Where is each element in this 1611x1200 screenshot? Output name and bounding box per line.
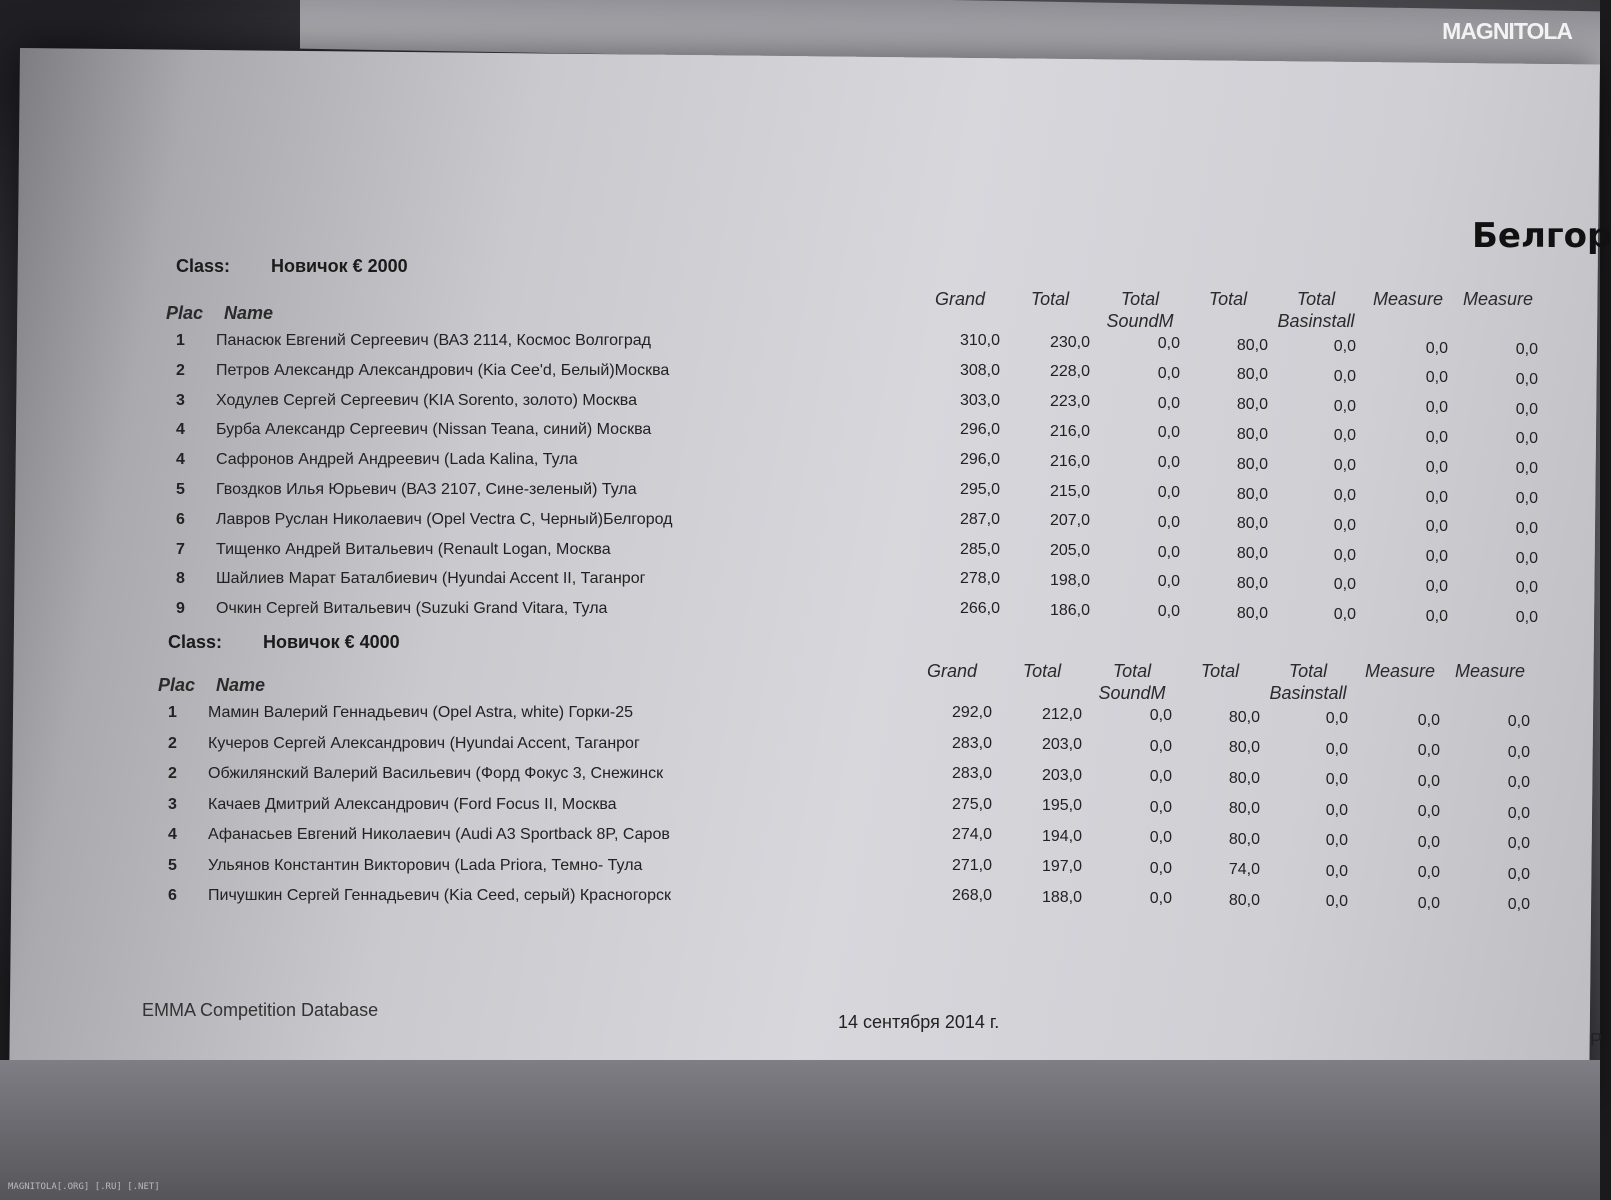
table-row xyxy=(168,887,1568,913)
row-entry: Мамин Валерий Геннадьевич (Opel Astra, white) Горки-25 xyxy=(208,704,633,721)
column-header-name: Name xyxy=(216,675,266,695)
row-place: 3 xyxy=(168,795,177,813)
row-score: 0,0 xyxy=(1157,424,1180,442)
table-row xyxy=(176,481,1576,507)
row-score: 0,0 xyxy=(1325,862,1348,880)
row-score: 207,0 xyxy=(1049,512,1090,530)
row-entry: Ходулев Сергей Сергеевич (KIA Sorento, золото) Москва xyxy=(216,391,637,409)
row-score: 275,0 xyxy=(951,795,992,813)
row-score: 0,0 xyxy=(1507,743,1530,761)
row-entry: Качаев Дмитрий Александрович (Ford Focus II, Москва xyxy=(208,795,617,813)
row-entry: Пичушкин Сергей Геннадьевич (Kia Ceed, серый) Красногорск xyxy=(208,887,671,904)
row-score: 0,0 xyxy=(1515,370,1538,388)
row-score: 0,0 xyxy=(1149,829,1172,846)
class-heading xyxy=(168,632,400,653)
table-row xyxy=(168,795,1568,822)
row-score: 203,0 xyxy=(1041,736,1082,753)
column-header: Measure xyxy=(1454,661,1526,681)
row-place: 4 xyxy=(176,421,185,439)
row-place: 9 xyxy=(176,600,185,618)
row-score: 0,0 xyxy=(1507,896,1530,913)
row-score: 0,0 xyxy=(1515,400,1538,418)
row-score: 296,0 xyxy=(959,451,1000,469)
column-header: Total Basinstall xyxy=(1277,289,1355,331)
row-score: 80,0 xyxy=(1236,336,1268,354)
row-score: 278,0 xyxy=(959,570,1000,588)
row-score: 0,0 xyxy=(1157,454,1180,472)
row-score: 212,0 xyxy=(1041,705,1082,723)
row-score: 188,0 xyxy=(1041,888,1082,906)
row-score: 0,0 xyxy=(1157,484,1180,501)
row-score: 80,0 xyxy=(1228,891,1260,909)
row-place: 1 xyxy=(168,704,177,721)
row-score: 0,0 xyxy=(1333,516,1356,534)
column-header: Grand xyxy=(926,661,978,681)
row-score: 0,0 xyxy=(1417,711,1440,729)
row-score: 0,0 xyxy=(1515,549,1538,567)
row-score: 0,0 xyxy=(1417,772,1440,790)
row-score: 0,0 xyxy=(1325,710,1348,727)
column-header: Total SoundM xyxy=(1106,289,1174,331)
row-entry: Панасюк Евгений Сергеевич (ВАЗ 2114, Космос Волгоград xyxy=(216,332,651,349)
row-score: 287,0 xyxy=(959,510,1000,528)
row-place: 5 xyxy=(168,856,177,874)
row-score: 0,0 xyxy=(1149,890,1172,907)
column-header-plac: Plac xyxy=(158,675,196,695)
row-entry: Шайлиев Марат Баталбиевич (Hyundai Accent II, Таганрог xyxy=(216,570,646,588)
column-header: Measure xyxy=(1364,661,1436,681)
row-score: 216,0 xyxy=(1049,422,1090,440)
column-header: Total xyxy=(1030,289,1070,309)
column-header: Total xyxy=(1200,661,1240,681)
row-entry: Сафронов Андрей Андреевич (Lada Kalina, Тула xyxy=(216,451,578,469)
row-score: 283,0 xyxy=(951,765,992,782)
row-score: 0,0 xyxy=(1325,771,1348,788)
row-place: 6 xyxy=(176,510,185,528)
row-score: 0,0 xyxy=(1417,864,1440,881)
row-place: 2 xyxy=(168,765,177,782)
row-score: 0,0 xyxy=(1333,338,1356,355)
row-score: 0,0 xyxy=(1333,546,1356,564)
row-score: 0,0 xyxy=(1149,768,1172,785)
row-score: 0,0 xyxy=(1333,397,1356,415)
row-score: 0,0 xyxy=(1417,894,1440,912)
row-score: 80,0 xyxy=(1228,769,1260,787)
footer-page: P xyxy=(1590,1030,1603,1050)
row-score: 0,0 xyxy=(1425,607,1448,625)
row-score: 0,0 xyxy=(1425,458,1448,476)
brand-watermark: MAGNITOLA xyxy=(1442,18,1572,44)
column-header: Total xyxy=(1022,661,1062,681)
row-entry: Кучеров Сергей Александрович (Hyundai Accent, Таганрог xyxy=(208,734,640,752)
row-score: 271,0 xyxy=(951,856,992,874)
row-score: 0,0 xyxy=(1425,488,1448,506)
row-place: 7 xyxy=(176,540,185,558)
row-score: 0,0 xyxy=(1507,835,1530,852)
row-score: 0,0 xyxy=(1507,804,1530,822)
row-score: 197,0 xyxy=(1041,858,1082,875)
table-row xyxy=(176,451,1576,478)
row-score: 0,0 xyxy=(1425,518,1448,536)
row-score: 0,0 xyxy=(1157,335,1180,352)
row-entry: Ульянов Константин Викторович (Lada Priora, Темно- Тула xyxy=(208,856,643,874)
row-score: 303,0 xyxy=(959,391,1000,409)
row-score: 215,0 xyxy=(1049,482,1090,500)
row-score: 0,0 xyxy=(1417,803,1440,820)
row-score: 0,0 xyxy=(1515,519,1538,537)
row-score: 0,0 xyxy=(1325,893,1348,910)
class-heading xyxy=(176,256,408,277)
row-score: 0,0 xyxy=(1157,573,1180,591)
row-score: 0,0 xyxy=(1149,707,1172,724)
row-entry: Очкин Сергей Витальевич (Suzuki Grand Vitara, Тула xyxy=(216,600,608,618)
table-row xyxy=(168,856,1568,883)
row-score: 0,0 xyxy=(1325,801,1348,819)
row-score: 0,0 xyxy=(1417,833,1440,851)
row-score: 296,0 xyxy=(959,421,1000,439)
row-score: 0,0 xyxy=(1515,341,1538,358)
row-entry: Афанасьев Евгений Николаевич (Audi A3 Sportback 8P, Саров xyxy=(208,826,670,843)
row-score: 0,0 xyxy=(1507,865,1530,883)
row-score: 228,0 xyxy=(1049,363,1090,381)
row-score: 308,0 xyxy=(959,361,1000,379)
table-row xyxy=(168,765,1568,791)
row-score: 80,0 xyxy=(1236,396,1268,414)
row-place: 8 xyxy=(176,570,185,588)
table-row xyxy=(176,570,1576,597)
row-entry: Лавров Руслан Николаевич (Opel Vectra C, Черный)Белгород xyxy=(216,510,673,528)
row-score: 80,0 xyxy=(1228,800,1260,817)
row-score: 0,0 xyxy=(1333,367,1356,385)
column-header: Grand xyxy=(934,289,986,309)
row-score: 268,0 xyxy=(951,887,992,904)
row-score: 0,0 xyxy=(1333,457,1356,475)
row-score: 198,0 xyxy=(1049,571,1090,589)
column-header: Measure xyxy=(1462,289,1534,309)
row-entry: Обжилянский Валерий Васильевич (Форд Фокус 3, Снежинск xyxy=(208,765,664,782)
column-header: Measure xyxy=(1372,289,1444,309)
row-score: 0,0 xyxy=(1515,579,1538,597)
row-score: 0,0 xyxy=(1333,606,1356,624)
row-entry: Петров Александр Александрович (Kia Cee'd, Белый)Москва xyxy=(216,361,670,379)
table-row xyxy=(176,332,1576,358)
table-row xyxy=(176,540,1576,567)
row-score: 0,0 xyxy=(1333,487,1356,504)
row-score: 0,0 xyxy=(1157,603,1180,621)
row-score: 216,0 xyxy=(1049,452,1090,470)
table-row xyxy=(168,734,1568,761)
table-row xyxy=(176,361,1576,388)
table-row xyxy=(176,510,1576,537)
row-score: 0,0 xyxy=(1425,548,1448,566)
row-score: 283,0 xyxy=(951,734,992,752)
row-score: 285,0 xyxy=(959,540,1000,558)
column-header-name: Name xyxy=(224,303,274,323)
row-score: 0,0 xyxy=(1515,490,1538,507)
row-place: 4 xyxy=(168,826,177,843)
row-score: 310,0 xyxy=(959,332,1000,349)
row-score: 0,0 xyxy=(1333,427,1356,445)
row-score: 0,0 xyxy=(1507,774,1530,791)
row-score: 0,0 xyxy=(1515,460,1538,478)
city-title: Белгор xyxy=(1472,216,1611,256)
row-score: 223,0 xyxy=(1049,393,1090,411)
row-score: 0,0 xyxy=(1325,740,1348,758)
row-score: 80,0 xyxy=(1236,455,1268,473)
row-score: 0,0 xyxy=(1515,430,1538,448)
row-entry: Гвоздков Илья Юрьевич (ВАЗ 2107, Сине-зеленый) Тула xyxy=(216,481,637,498)
row-score: 195,0 xyxy=(1041,797,1082,814)
row-score: 74,0 xyxy=(1228,861,1260,878)
row-score: 194,0 xyxy=(1041,827,1082,845)
footer-database: EMMA Competition Database xyxy=(142,1000,379,1020)
row-score: 0,0 xyxy=(1149,798,1172,816)
class-label: Class: xyxy=(168,632,223,652)
row-score: 0,0 xyxy=(1515,609,1538,627)
table-row xyxy=(176,391,1576,418)
class-label: Class: xyxy=(176,256,231,276)
table-row xyxy=(168,704,1568,730)
row-score: 0,0 xyxy=(1157,543,1180,561)
row-place: 4 xyxy=(176,451,185,469)
row-score: 0,0 xyxy=(1425,369,1448,387)
row-score: 292,0 xyxy=(951,704,992,721)
row-score: 274,0 xyxy=(951,826,992,843)
row-place: 2 xyxy=(176,361,185,379)
row-score: 203,0 xyxy=(1041,766,1082,784)
class-name: Новичок € 4000 xyxy=(263,632,400,652)
row-score: 0,0 xyxy=(1149,859,1172,877)
row-score: 0,0 xyxy=(1425,428,1448,446)
row-place: 6 xyxy=(168,887,177,904)
row-place: 1 xyxy=(176,332,185,349)
paper-bottom-strip xyxy=(0,1060,1600,1200)
row-score: 80,0 xyxy=(1236,604,1268,622)
row-score: 0,0 xyxy=(1333,576,1356,594)
row-score: 0,0 xyxy=(1157,364,1180,382)
row-score: 80,0 xyxy=(1236,545,1268,563)
column-header: Total Basinstall xyxy=(1269,661,1347,703)
row-score: 0,0 xyxy=(1157,394,1180,412)
table-row xyxy=(176,421,1576,448)
row-score: 80,0 xyxy=(1236,485,1268,503)
table-row xyxy=(168,826,1568,852)
row-score: 0,0 xyxy=(1149,737,1172,755)
row-score: 295,0 xyxy=(959,481,1000,498)
row-place: 3 xyxy=(176,391,185,409)
row-score: 80,0 xyxy=(1236,425,1268,443)
row-score: 80,0 xyxy=(1228,830,1260,848)
row-score: 0,0 xyxy=(1157,513,1180,531)
row-score: 0,0 xyxy=(1417,742,1440,759)
row-place: 5 xyxy=(176,481,185,498)
row-score: 0,0 xyxy=(1325,832,1348,849)
row-score: 80,0 xyxy=(1236,574,1268,592)
row-score: 0,0 xyxy=(1425,577,1448,595)
row-score: 0,0 xyxy=(1425,399,1448,417)
row-score: 0,0 xyxy=(1425,339,1448,357)
row-score: 80,0 xyxy=(1228,739,1260,756)
row-score: 266,0 xyxy=(959,600,1000,618)
row-entry: Бурба Александр Сергеевич (Nissan Teana, синий) Москва xyxy=(216,421,652,439)
column-header-plac: Plac xyxy=(166,303,204,323)
row-score: 80,0 xyxy=(1228,708,1260,726)
row-score: 0,0 xyxy=(1507,713,1530,730)
row-score: 80,0 xyxy=(1236,515,1268,533)
column-header: Total xyxy=(1208,289,1248,309)
table-row xyxy=(176,600,1576,627)
site-watermark: MAGNITOLA[.ORG] [.RU] [.NET] xyxy=(8,1182,160,1192)
row-score: 230,0 xyxy=(1049,333,1090,351)
row-score: 186,0 xyxy=(1049,601,1090,619)
row-place: 2 xyxy=(168,734,177,752)
row-score: 80,0 xyxy=(1236,366,1268,384)
footer-date: 14 сентября 2014 г. xyxy=(838,1012,1000,1032)
row-entry: Тищенко Андрей Витальевич (Renault Logan, Москва xyxy=(216,540,611,558)
class-name: Новичок € 2000 xyxy=(271,256,408,276)
row-score: 205,0 xyxy=(1049,542,1090,560)
column-header: Total SoundM xyxy=(1098,661,1166,703)
